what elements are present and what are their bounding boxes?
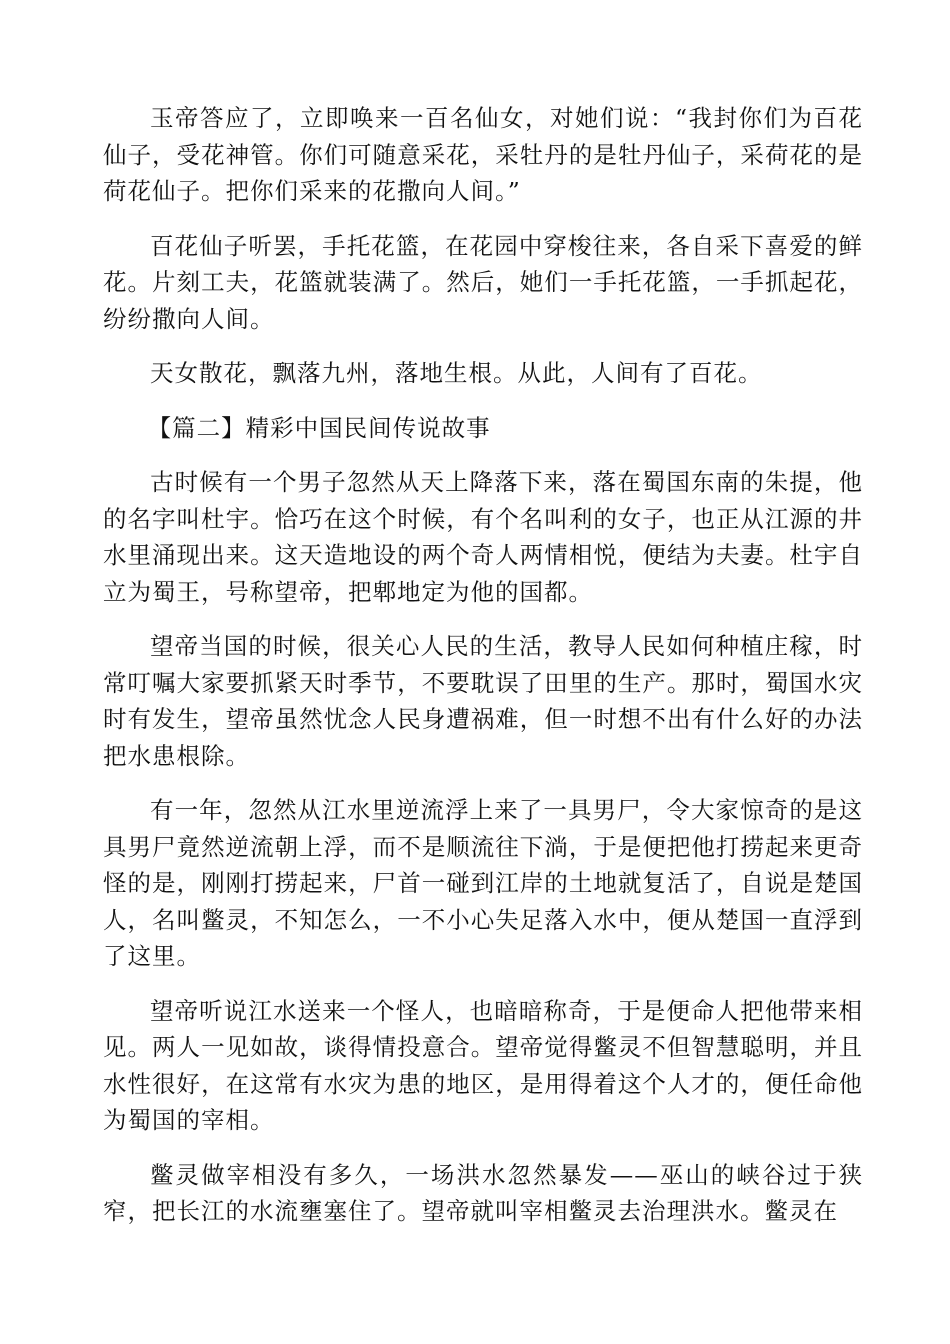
paragraph: 百花仙子听罢，手托花篮，在花园中穿梭往来，各自采下喜爱的鲜花。片刻工夫，花篮就装满了。然后，她们一手托花篮，一手抓起花，纷纷撒向人间。 [103, 231, 863, 333]
paragraph: 有一年，忽然从江水里逆流浮上来了一具男尸，令大家惊奇的是这具男尸竟然逆流朝上浮，而不是顺流往下淌，于是便把他打捞起来更奇怪的是，刚刚打捞起来，尸首一碰到江岸的土地就复活了，自说是楚国人，名叫鳖灵，不知怎么，一不小心失足落入水中，便从楚国一直浮到了这里。 [103, 796, 863, 970]
paragraph: 鳖灵做宰相没有多久，一场洪水忽然暴发——巫山的峡谷过于狭窄，把长江的水流壅塞住了。望帝就叫宰相鳖灵去治理洪水。鳖灵在 [103, 1160, 863, 1225]
paragraph: 望帝听说江水送来一个怪人，也暗暗称奇，于是便命人把他带来相见。两人一见如故，谈得情投意合。望帝觉得鳖灵不但智慧聪明，并且水性很好，在这常有水灾为患的地区，是用得着这个人才的，便任命他为蜀国的宰相。 [103, 996, 863, 1134]
paragraph: 望帝当国的时候，很关心人民的生活，教导人民如何种植庄稼，时常叮嘱大家要抓紧天时季节，不要耽误了田里的生产。那时，蜀国水灾时有发生，望帝虽然忧念人民身遭祸难，但一时想不出有什么好的办法把水患根除。 [103, 632, 863, 770]
paragraph: 古时候有一个男子忽然从天上降落下来，落在蜀国东南的朱提，他的名字叫杜宇。恰巧在这个时候，有个名叫利的女子，也正从江源的井水里涌现出来。这天造地设的两个奇人两情相悦，便结为夫妻。杜宇自立为蜀王，号称望帝，把郫地定为他的国都。 [103, 468, 863, 606]
paragraph: 玉帝答应了，立即唤来一百名仙女，对她们说：“我封你们为百花仙子，受花神管。你们可随意采花，采牡丹的是牡丹仙子，采荷花的是荷花仙子。把你们采来的花撒向人间。” [103, 104, 863, 205]
paragraph: 天女散花，飘落九州，落地生根。从此，人间有了百花。 [150, 359, 763, 387]
section-heading: 【篇二】精彩中国民间传说故事 [147, 413, 491, 442]
document-body [103, 100, 863, 1248]
